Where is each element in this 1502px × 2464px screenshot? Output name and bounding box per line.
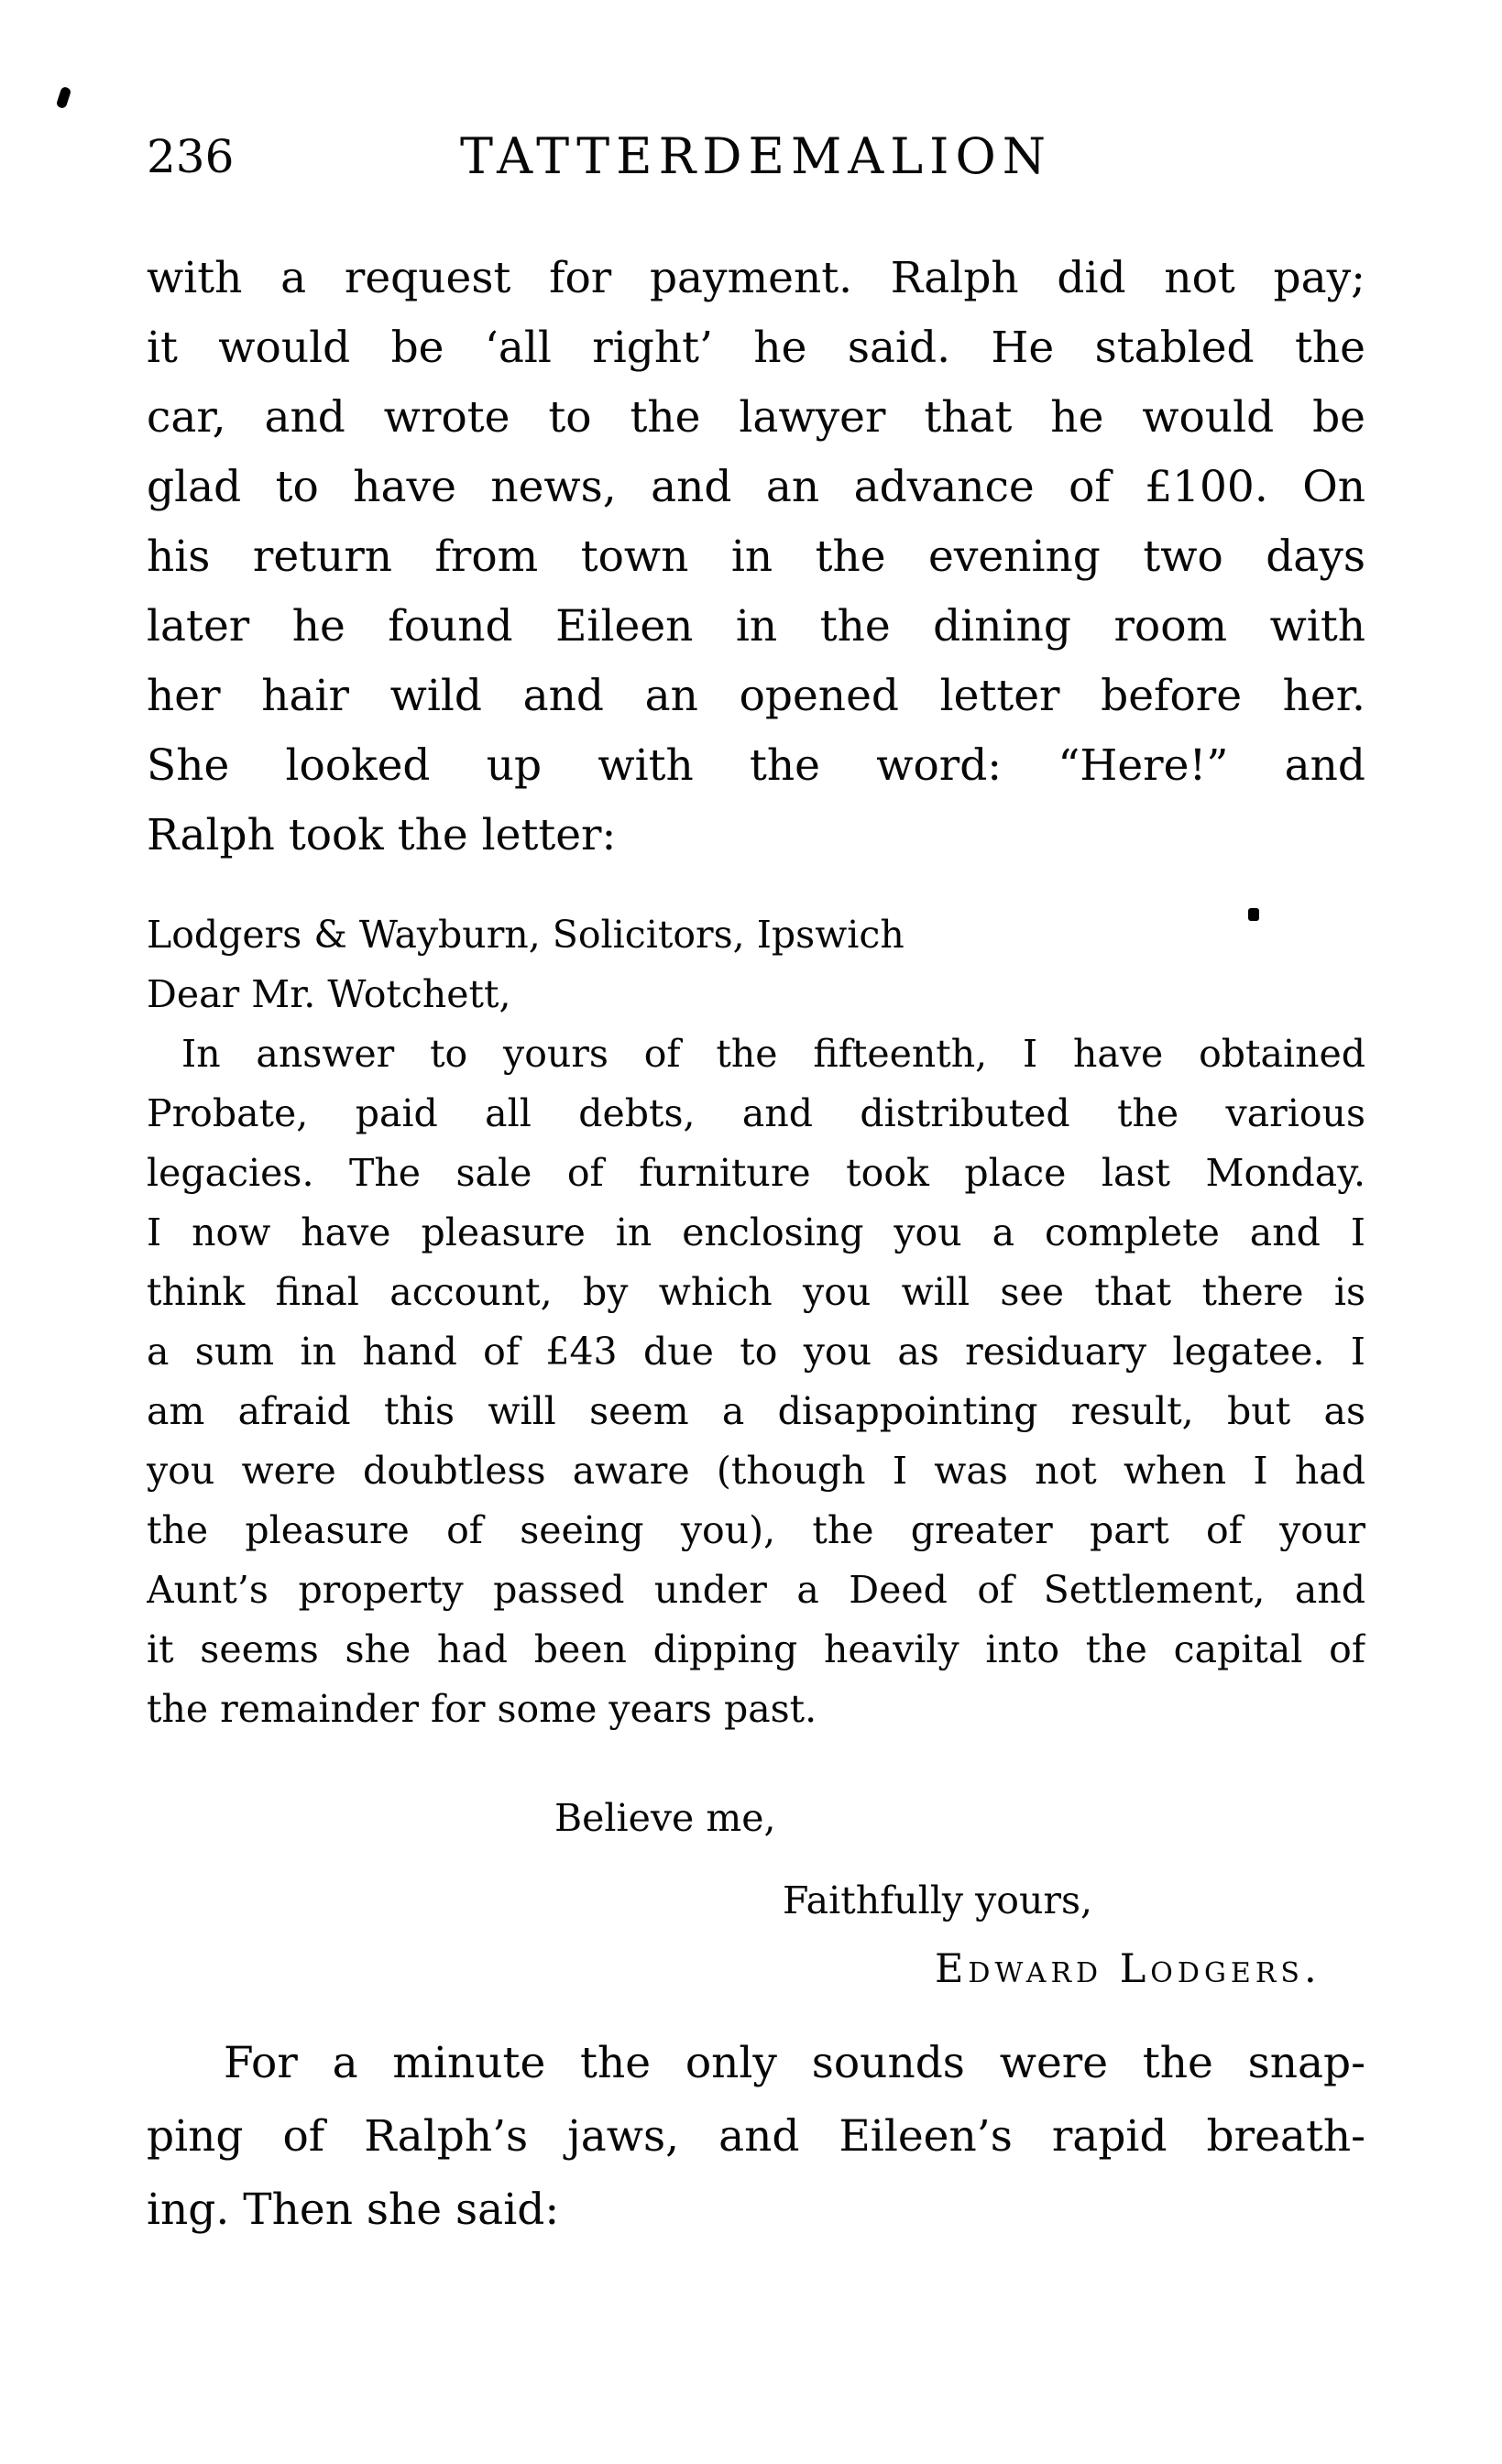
letter-line: the remainder for some years past. (147, 1687, 817, 1731)
narrative-line: ping of Ralph’s jaws, and Eileen’s rapid breath- (147, 2111, 1365, 2162)
narrative-line: ing. Then she said: (147, 2185, 560, 2235)
letter-signature: Edward Lodgers. (935, 1946, 1321, 1992)
narrative-line: with a request for payment. Ralph did not pay; (147, 253, 1365, 303)
narrative-line: car, and wrote to the lawyer that he would be (147, 392, 1365, 443)
narrative-paragraph-bottom (147, 2027, 1365, 2247)
narrative-line: Ralph took the letter: (147, 810, 617, 860)
letter-line: a sum in hand of £43 due to you as residuary legatee. I (147, 1330, 1365, 1374)
running-title: TATTERDEMALION (460, 127, 1052, 185)
letter-line: I now have pleasure in enclosing you a complete and I (147, 1210, 1365, 1254)
narrative-line: his return from town in the evening two days (147, 531, 1365, 582)
letter-closing: Faithfully yours, (783, 1878, 1093, 1922)
letter-line: legacies. The sale of furniture took place last Monday. (147, 1151, 1365, 1195)
letter-line: you were doubtless aware (though I was not when I had (147, 1449, 1365, 1493)
letter-sender-line: Lodgers & Wayburn, Solicitors, Ipswich (147, 913, 904, 957)
letter-line: think final account, by which you will see that there is (147, 1270, 1365, 1314)
running-head (147, 128, 1365, 185)
letter-valediction: Believe me, (554, 1796, 776, 1840)
narrative-line: glad to have news, and an advance of £100. On (147, 462, 1365, 512)
letter-line: am afraid this will seem a disappointing result, but as (147, 1389, 1365, 1433)
letter-salutation: Dear Mr. Wotchett, (147, 972, 511, 1016)
narrative-line: it would be ‘all right’ he said. He stabled the (147, 323, 1365, 373)
narrative-paragraph-top (147, 244, 1365, 871)
letter-line: Probate, paid all debts, and distributed the various (147, 1091, 1365, 1135)
narrative-line: her hair wild and an opened letter before her. (147, 671, 1365, 721)
letter-line: it seems she had been dipping heavily into the capital of (147, 1627, 1365, 1671)
narrative-line: later he found Eileen in the dining room with (147, 601, 1365, 652)
page-number: 236 (147, 130, 235, 183)
narrative-line: For a minute the only sounds were the snap- (224, 2038, 1365, 2088)
letter-line: In answer to yours of the fifteenth, I have obtained (181, 1032, 1365, 1076)
letter-block (147, 905, 1365, 1999)
narrative-line: She looked up with the word: “Here!” and (147, 740, 1365, 791)
letter-line: Aunt’s property passed under a Deed of Settlement, and (147, 1568, 1365, 1612)
letter-line: the pleasure of seeing you), the greater part of your (147, 1508, 1365, 1552)
ink-speck-top-left (56, 86, 72, 109)
